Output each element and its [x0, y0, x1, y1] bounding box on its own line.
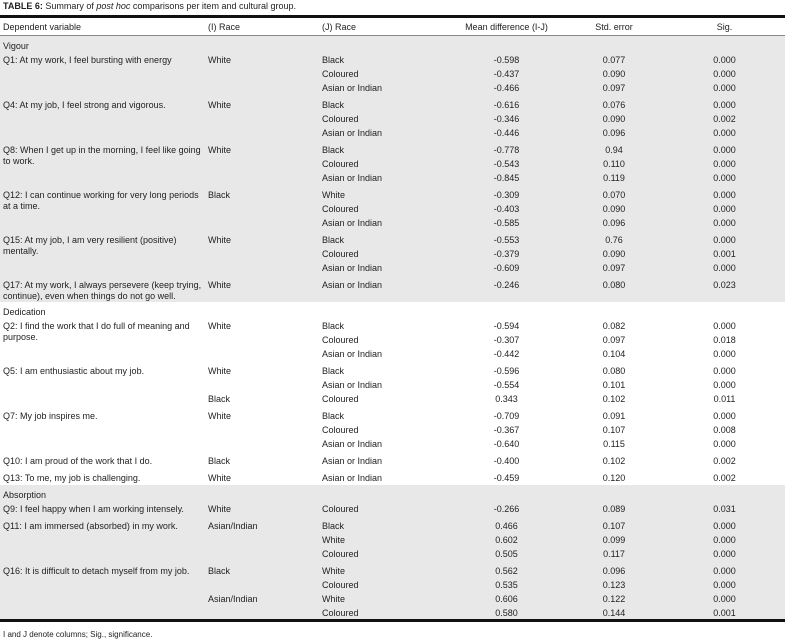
header-j-race: (J) Race: [319, 17, 449, 36]
table-row: [0, 361, 785, 378]
i-race: [205, 261, 319, 275]
std-error: 0.076: [564, 95, 664, 112]
mean-difference: -0.596: [449, 361, 564, 378]
mean-difference: -0.598: [449, 53, 564, 67]
header-i-race: (I) Race: [205, 17, 319, 36]
significance: 0.000: [664, 561, 785, 578]
std-error: 0.080: [564, 275, 664, 302]
j-race: Black: [319, 406, 449, 423]
section-title: Vigour: [0, 36, 785, 53]
significance: 0.000: [664, 406, 785, 423]
j-race: Asian or Indian: [319, 81, 449, 95]
i-race: [205, 547, 319, 561]
mean-difference: 0.562: [449, 561, 564, 578]
mean-difference: -0.709: [449, 406, 564, 423]
section-dedication: [0, 302, 785, 485]
mean-difference: -0.553: [449, 230, 564, 247]
mean-difference: -0.437: [449, 67, 564, 81]
i-race: [205, 347, 319, 361]
significance: 0.000: [664, 202, 785, 216]
std-error: 0.077: [564, 53, 664, 67]
j-race: Asian or Indian: [319, 275, 449, 302]
mean-difference: -0.379: [449, 247, 564, 261]
table-row: [0, 319, 785, 333]
dependent-variable: Q8: When I get up in the morning, I feel like going to work.: [0, 140, 205, 185]
std-error: 0.144: [564, 606, 664, 621]
header-std-error: Std. error: [564, 17, 664, 36]
mean-difference: -0.400: [449, 451, 564, 468]
i-race: Black: [205, 185, 319, 202]
header-sig: Sig.: [664, 17, 785, 36]
mean-difference: -0.616: [449, 95, 564, 112]
significance: 0.008: [664, 423, 785, 437]
std-error: 0.090: [564, 67, 664, 81]
std-error: 0.101: [564, 378, 664, 392]
j-race: Coloured: [319, 247, 449, 261]
j-race: Asian or Indian: [319, 171, 449, 185]
caption-text-pre: Summary of: [45, 1, 97, 11]
table-row: [0, 516, 785, 533]
j-race: Coloured: [319, 547, 449, 561]
table-row: [0, 502, 785, 516]
significance: 0.000: [664, 578, 785, 592]
std-error: 0.097: [564, 333, 664, 347]
mean-difference: -0.403: [449, 202, 564, 216]
std-error: 0.097: [564, 261, 664, 275]
i-race: [205, 423, 319, 437]
mean-difference: -0.609: [449, 261, 564, 275]
std-error: 0.089: [564, 502, 664, 516]
j-race: Asian or Indian: [319, 216, 449, 230]
significance: 0.000: [664, 319, 785, 333]
j-race: Coloured: [319, 606, 449, 621]
table-row: [0, 95, 785, 112]
i-race: Asian/Indian: [205, 516, 319, 533]
dependent-variable: Q4: At my job, I feel strong and vigorous.: [0, 95, 205, 140]
std-error: 0.94: [564, 140, 664, 157]
significance: 0.000: [664, 547, 785, 561]
std-error: 0.102: [564, 392, 664, 406]
header-row: [0, 17, 785, 36]
i-race: Black: [205, 451, 319, 468]
mean-difference: -0.543: [449, 157, 564, 171]
mean-difference: -0.442: [449, 347, 564, 361]
std-error: 0.76: [564, 230, 664, 247]
mean-difference: -0.446: [449, 126, 564, 140]
mean-difference: -0.466: [449, 81, 564, 95]
j-race: Black: [319, 319, 449, 333]
table-row: [0, 230, 785, 247]
j-race: Coloured: [319, 392, 449, 406]
mean-difference: 0.606: [449, 592, 564, 606]
i-race: [205, 157, 319, 171]
significance: 0.000: [664, 533, 785, 547]
mean-difference: 0.535: [449, 578, 564, 592]
dependent-variable: Q10: I am proud of the work that I do.: [0, 451, 205, 468]
significance: 0.000: [664, 126, 785, 140]
j-race: Asian or Indian: [319, 437, 449, 451]
j-race: Asian or Indian: [319, 468, 449, 485]
j-race: Asian or Indian: [319, 261, 449, 275]
mean-difference: 0.466: [449, 516, 564, 533]
section-title: Absorption: [0, 485, 785, 502]
significance: 0.000: [664, 378, 785, 392]
std-error: 0.107: [564, 423, 664, 437]
significance: 0.000: [664, 347, 785, 361]
std-error: 0.122: [564, 592, 664, 606]
i-race: [205, 378, 319, 392]
post-hoc-table: [0, 15, 785, 622]
std-error: 0.091: [564, 406, 664, 423]
dependent-variable: Q9: I feel happy when I am working intensely.: [0, 502, 205, 516]
section-vigour: [0, 36, 785, 302]
mean-difference: -0.266: [449, 502, 564, 516]
significance: 0.000: [664, 67, 785, 81]
j-race: Coloured: [319, 578, 449, 592]
mean-difference: -0.585: [449, 216, 564, 230]
i-race: [205, 171, 319, 185]
section-header-row: [0, 485, 785, 502]
i-race: White: [205, 319, 319, 333]
dependent-variable: Q13: To me, my job is challenging.: [0, 468, 205, 485]
table-footnote: I and J denote columns; Sig., significance.: [3, 630, 153, 639]
section-header-row: [0, 302, 785, 319]
dependent-variable: Q5: I am enthusiastic about my job.: [0, 361, 205, 406]
j-race: Coloured: [319, 502, 449, 516]
table-row: [0, 185, 785, 202]
j-race: White: [319, 592, 449, 606]
mean-difference: 0.602: [449, 533, 564, 547]
j-race: Black: [319, 361, 449, 378]
j-race: Black: [319, 53, 449, 67]
significance: 0.000: [664, 140, 785, 157]
j-race: Asian or Indian: [319, 126, 449, 140]
j-race: Coloured: [319, 202, 449, 216]
i-race: [205, 81, 319, 95]
std-error: 0.090: [564, 247, 664, 261]
i-race: White: [205, 361, 319, 378]
std-error: 0.110: [564, 157, 664, 171]
j-race: Black: [319, 95, 449, 112]
i-race: [205, 126, 319, 140]
i-race: White: [205, 230, 319, 247]
j-race: Coloured: [319, 112, 449, 126]
mean-difference: -0.845: [449, 171, 564, 185]
significance: 0.031: [664, 502, 785, 516]
table-row: [0, 406, 785, 423]
std-error: 0.096: [564, 216, 664, 230]
dependent-variable: Q17: At my work, I always persevere (keep trying, continue), even when things do not go well.: [0, 275, 205, 302]
i-race: [205, 437, 319, 451]
std-error: 0.117: [564, 547, 664, 561]
significance: 0.000: [664, 361, 785, 378]
std-error: 0.090: [564, 112, 664, 126]
std-error: 0.107: [564, 516, 664, 533]
i-race: [205, 67, 319, 81]
mean-difference: -0.554: [449, 378, 564, 392]
significance: 0.000: [664, 81, 785, 95]
significance: 0.000: [664, 185, 785, 202]
dependent-variable: Q16: It is difficult to detach myself from my job.: [0, 561, 205, 621]
header-mean-difference: Mean difference (I-J): [449, 17, 564, 36]
mean-difference: 0.505: [449, 547, 564, 561]
i-race: White: [205, 53, 319, 67]
significance: 0.001: [664, 247, 785, 261]
j-race: Coloured: [319, 423, 449, 437]
mean-difference: -0.459: [449, 468, 564, 485]
std-error: 0.115: [564, 437, 664, 451]
mean-difference: -0.778: [449, 140, 564, 157]
dependent-variable: Q12: I can continue working for very long periods at a time.: [0, 185, 205, 230]
std-error: 0.096: [564, 561, 664, 578]
i-race: White: [205, 406, 319, 423]
header-dependent-variable: Dependent variable: [0, 17, 205, 36]
mean-difference: -0.367: [449, 423, 564, 437]
i-race: [205, 112, 319, 126]
std-error: 0.070: [564, 185, 664, 202]
i-race: Black: [205, 561, 319, 578]
mean-difference: -0.307: [449, 333, 564, 347]
i-race: [205, 216, 319, 230]
i-race: White: [205, 140, 319, 157]
j-race: White: [319, 185, 449, 202]
i-race: [205, 578, 319, 592]
significance: 0.000: [664, 230, 785, 247]
j-race: Black: [319, 230, 449, 247]
significance: 0.000: [664, 95, 785, 112]
dependent-variable: Q15: At my job, I am very resilient (positive) mentally.: [0, 230, 205, 275]
j-race: Coloured: [319, 333, 449, 347]
table-row: [0, 468, 785, 485]
std-error: 0.120: [564, 468, 664, 485]
j-race: Coloured: [319, 67, 449, 81]
i-race: [205, 247, 319, 261]
section-title: Dedication: [0, 302, 785, 319]
i-race: [205, 202, 319, 216]
j-race: White: [319, 561, 449, 578]
table-row: [0, 451, 785, 468]
i-race: White: [205, 502, 319, 516]
significance: 0.000: [664, 437, 785, 451]
std-error: 0.102: [564, 451, 664, 468]
significance: 0.000: [664, 157, 785, 171]
caption-italic: post hoc: [96, 1, 131, 11]
j-race: Coloured: [319, 157, 449, 171]
std-error: 0.097: [564, 81, 664, 95]
dependent-variable: Q2: I find the work that I do full of meaning and purpose.: [0, 319, 205, 361]
significance: 0.000: [664, 216, 785, 230]
table-row: [0, 275, 785, 302]
mean-difference: -0.246: [449, 275, 564, 302]
mean-difference: -0.640: [449, 437, 564, 451]
significance: 0.018: [664, 333, 785, 347]
significance: 0.000: [664, 592, 785, 606]
dependent-variable: Q1: At my work, I feel bursting with energy: [0, 53, 205, 95]
i-race: [205, 533, 319, 547]
table-caption: [3, 1, 296, 11]
std-error: 0.099: [564, 533, 664, 547]
significance: 0.000: [664, 53, 785, 67]
significance: 0.002: [664, 112, 785, 126]
std-error: 0.096: [564, 126, 664, 140]
j-race: Black: [319, 140, 449, 157]
mean-difference: -0.346: [449, 112, 564, 126]
table-row: [0, 53, 785, 67]
caption-text-post: comparisons per item and cultural group.: [130, 1, 296, 11]
significance: 0.002: [664, 451, 785, 468]
significance: 0.023: [664, 275, 785, 302]
j-race: Asian or Indian: [319, 378, 449, 392]
significance: 0.000: [664, 171, 785, 185]
std-error: 0.080: [564, 361, 664, 378]
significance: 0.001: [664, 606, 785, 621]
std-error: 0.119: [564, 171, 664, 185]
j-race: Asian or Indian: [319, 451, 449, 468]
j-race: Black: [319, 516, 449, 533]
i-race: White: [205, 468, 319, 485]
std-error: 0.104: [564, 347, 664, 361]
section-absorption: [0, 485, 785, 621]
table-label: TABLE 6:: [3, 1, 43, 11]
i-race: Black: [205, 392, 319, 406]
table-row: [0, 561, 785, 578]
mean-difference: 0.343: [449, 392, 564, 406]
significance: 0.011: [664, 392, 785, 406]
i-race: Asian/Indian: [205, 592, 319, 606]
dependent-variable: Q7: My job inspires me.: [0, 406, 205, 451]
mean-difference: -0.594: [449, 319, 564, 333]
i-race: [205, 333, 319, 347]
mean-difference: -0.309: [449, 185, 564, 202]
std-error: 0.123: [564, 578, 664, 592]
i-race: White: [205, 95, 319, 112]
significance: 0.000: [664, 516, 785, 533]
j-race: White: [319, 533, 449, 547]
table-row: [0, 140, 785, 157]
i-race: [205, 606, 319, 621]
dependent-variable: Q11: I am immersed (absorbed) in my work.: [0, 516, 205, 561]
significance: 0.002: [664, 468, 785, 485]
std-error: 0.090: [564, 202, 664, 216]
mean-difference: 0.580: [449, 606, 564, 621]
significance: 0.000: [664, 261, 785, 275]
section-header-row: [0, 36, 785, 53]
std-error: 0.082: [564, 319, 664, 333]
j-race: Asian or Indian: [319, 347, 449, 361]
i-race: White: [205, 275, 319, 302]
